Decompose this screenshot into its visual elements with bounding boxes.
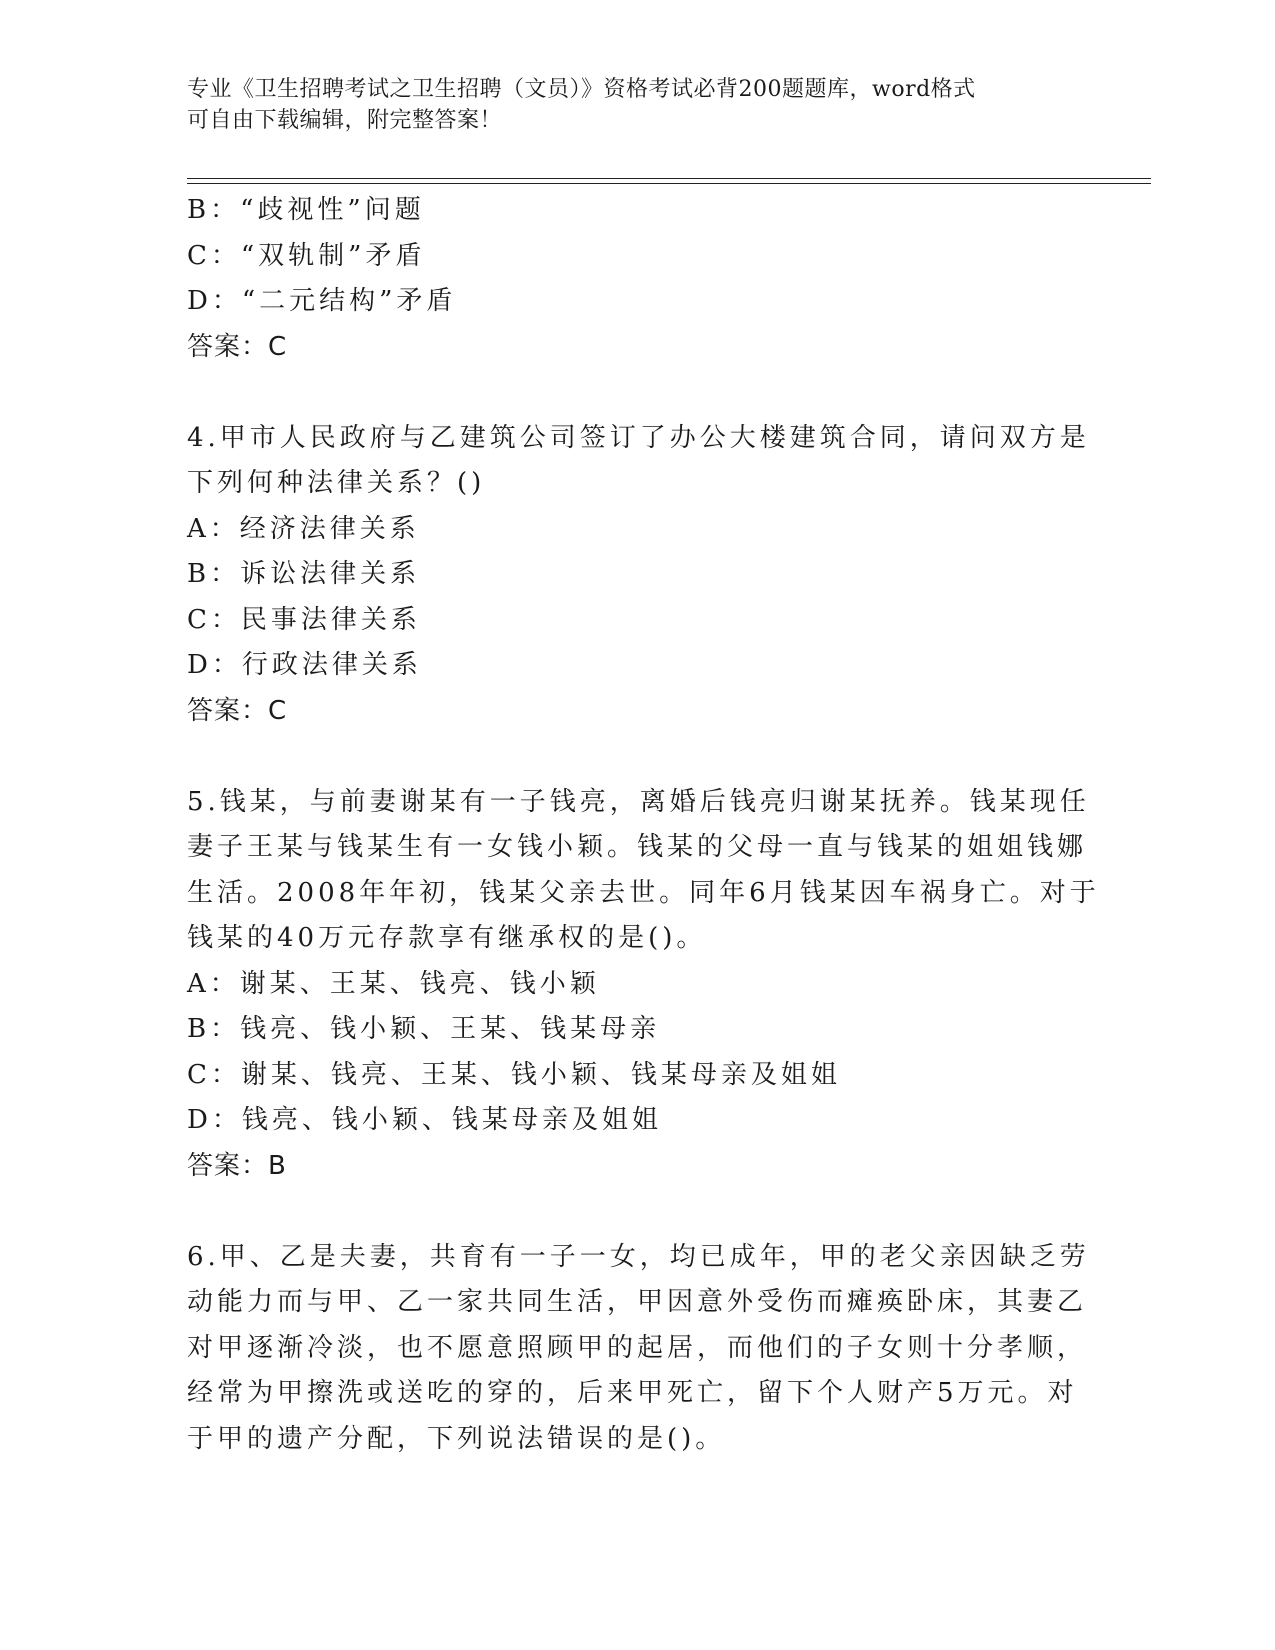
q3-answer: 答案：C xyxy=(187,331,288,362)
q4-stem-line-1: 4.甲市人民政府与乙建筑公司签订了办公大楼建筑合同，请问双方是 xyxy=(187,422,1090,453)
header-divider-bottom xyxy=(187,183,1151,184)
spacer xyxy=(187,734,1067,780)
q5-stem-line-2: 妻子王某与钱某生有一女钱小颖。钱某的父母一直与钱某的姐姐钱娜 xyxy=(187,832,1088,862)
q4-option-d: D：行政法律关系 xyxy=(187,650,422,680)
question-6 xyxy=(187,1235,1090,1463)
q5-answer: 答案：B xyxy=(187,1150,287,1181)
question-5 xyxy=(187,780,1100,1190)
q3-option-c: C：“双轨制”矛盾 xyxy=(187,240,426,271)
q5-option-b: B：钱亮、钱小颖、王某、钱某母亲 xyxy=(187,1014,661,1044)
spacer xyxy=(187,370,1067,416)
q5-stem-line-1: 5.钱某，与前妻谢某有一子钱亮，离婚后钱亮归谢某抚养。钱某现任 xyxy=(187,786,1090,817)
q3-option-b: B：“歧视性”问题 xyxy=(187,195,425,225)
header-line-2: 可自由下载编辑，附完整答案！ xyxy=(187,108,503,133)
question-content xyxy=(187,188,1100,1462)
q6-stem-line-5: 于甲的遗产分配，下列说法错误的是()。 xyxy=(187,1423,726,1454)
spacer xyxy=(187,1189,1067,1235)
page-header xyxy=(187,74,1067,136)
q6-stem-line-4: 经常为甲擦洗或送吃的穿的，后来甲死亡，留下个人财产5万元。对 xyxy=(187,1378,1078,1408)
header-divider-top xyxy=(187,178,1151,179)
q5-option-c: C：谢某、钱亮、王某、钱小颖、钱某母亲及姐姐 xyxy=(187,1059,841,1090)
q4-option-a: A：经济法律关系 xyxy=(187,513,420,544)
q5-option-d: D：钱亮、钱小颖、钱某母亲及姐姐 xyxy=(187,1105,662,1135)
q4-answer: 答案：C xyxy=(187,695,288,726)
q5-stem-line-4: 钱某的40万元存款享有继承权的是()。 xyxy=(187,923,707,953)
q4-stem-line-2: 下列何种法律关系？() xyxy=(187,468,486,498)
q6-stem-line-3: 对甲逐渐冷淡，也不愿意照顾甲的起居，而他们的子女则十分孝顺， xyxy=(187,1332,1088,1363)
q6-stem-line-1: 6.甲、乙是夫妻，共育有一子一女，均已成年，甲的老父亲因缺乏劳 xyxy=(187,1241,1090,1272)
q3-option-d: D：“二元结构”矛盾 xyxy=(187,286,457,316)
header-line-1: 专业《卫生招聘考试之卫生招聘（文员）》资格考试必背200题题库，word格式 xyxy=(187,77,976,102)
q6-stem-line-2: 动能力而与甲、乙一家共同生活，甲因意外受伤而瘫痪卧床，其妻乙 xyxy=(187,1287,1088,1317)
q4-option-c: C：民事法律关系 xyxy=(187,604,421,635)
question-3 xyxy=(187,188,1067,370)
question-4 xyxy=(187,416,1090,735)
q5-option-a: A：谢某、王某、钱亮、钱小颖 xyxy=(187,968,600,999)
q5-stem-line-3: 生活。2008年年初，钱某父亲去世。同年6月钱某因车祸身亡。对于 xyxy=(187,877,1100,908)
q4-option-b: B：诉讼法律关系 xyxy=(187,559,421,589)
